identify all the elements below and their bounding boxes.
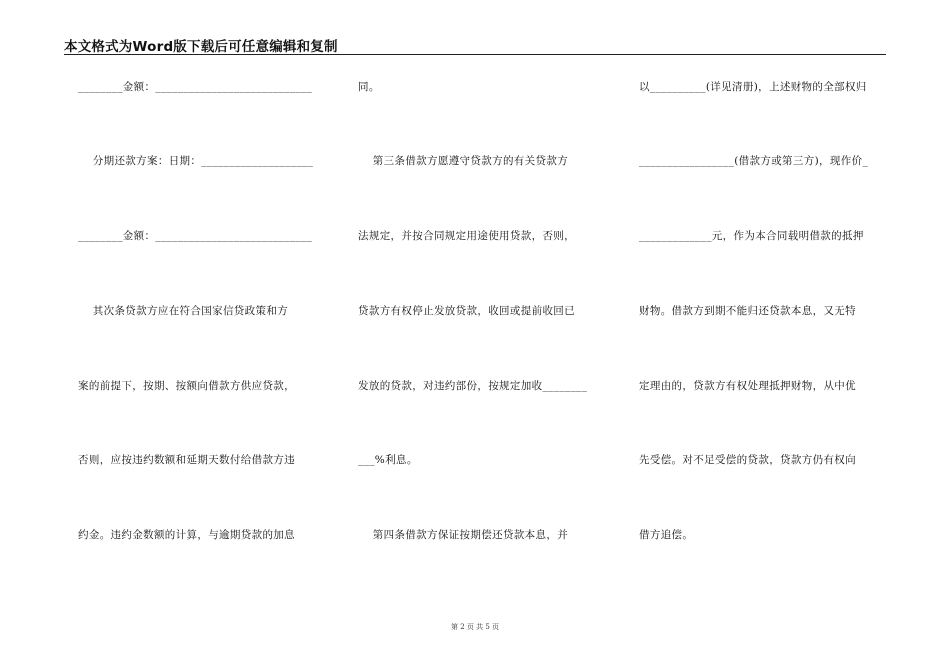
text-line: 否则，应按违约数额和延期天数付给借款方违 (78, 454, 295, 466)
text-line: 第三条借款方愿遵守贷款方的有关贷款方 (358, 155, 569, 167)
text-line: 第四条借款方保证按期偿还贷款本息，并 (358, 529, 569, 541)
text-line: 以__________(详见清册)，上述财物的全部权归 (639, 81, 867, 93)
text-line: _________________(借款方或第三方)，现作价_ (639, 155, 869, 167)
header-title: 本文格式为Word版下载后可任意编辑和复制 (64, 39, 338, 55)
text-line: ________金额：____________________________ (78, 81, 313, 93)
text-line: 先受偿。对不足受偿的贷款，贷款方仍有权向 (639, 454, 856, 466)
text-line: ___%利息。 (358, 454, 418, 466)
text-line: 借方追偿。 (639, 529, 694, 541)
text-line: 分期还款方案：日期：____________________ (78, 155, 314, 167)
text-line: 发放的贷款，对违约部份，按规定加收________ (358, 380, 588, 392)
text-line: 案的前提下，按期、按额向借款方供应贷款， (78, 380, 295, 392)
text-line: ________金额：____________________________ (78, 230, 313, 242)
text-line: 定理由的，贷款方有权处理抵押财物，从中优 (639, 380, 856, 392)
text-line: 其次条贷款方应在符合国家信贷政策和方 (78, 305, 289, 317)
text-line: 同。 (358, 81, 380, 93)
text-line: 财物。借款方到期不能归还贷款本息，又无特 (639, 305, 856, 317)
document-header (64, 34, 886, 55)
text-line: 贷款方有权停止发放贷款，收回或提前收回已 (358, 305, 575, 317)
text-line: 约金。违约金数额的计算，与逾期贷款的加息 (78, 529, 295, 541)
page-number: 第 2 页 共 5 页 (450, 623, 500, 631)
text-line: 法规定，并按合同规定用途使用贷款，否则， (358, 230, 575, 242)
text-line: _____________元，作为本合同载明借款的抵押 (639, 230, 864, 242)
